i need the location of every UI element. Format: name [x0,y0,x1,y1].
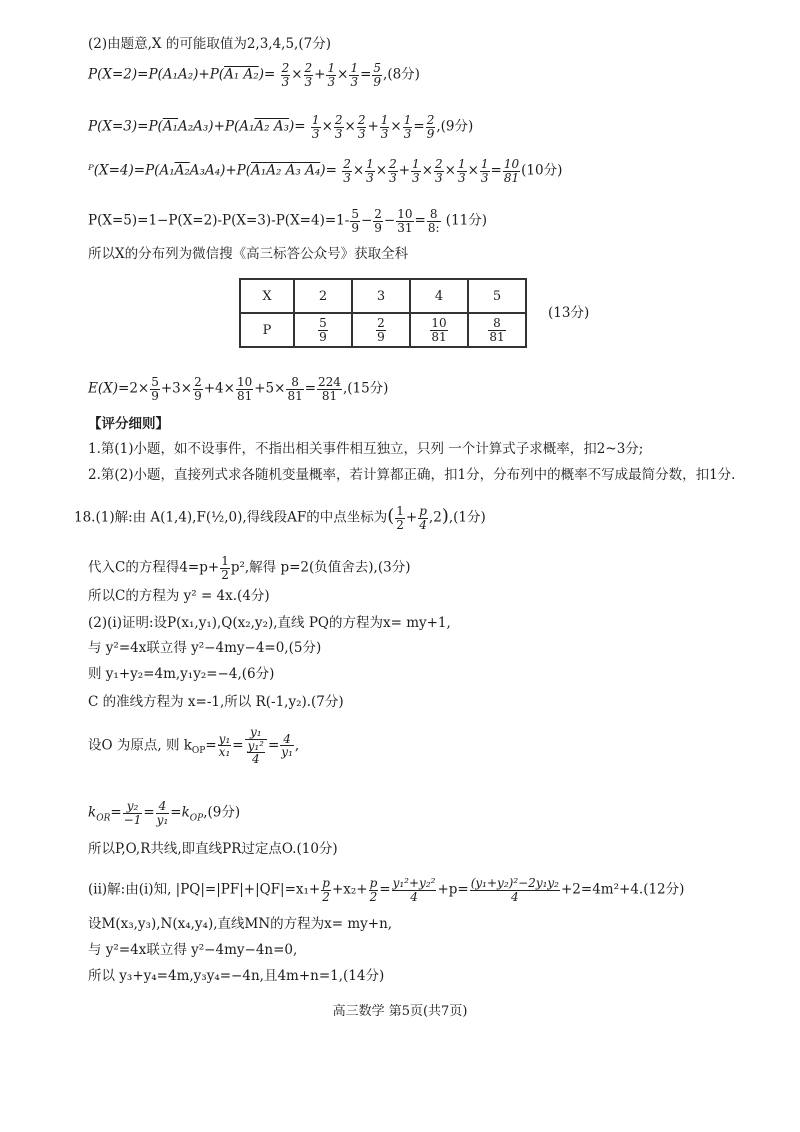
table-cell: $\frac{10}{81}$ [410,313,468,347]
table-cell: $\frac{8}{81}$ [468,313,526,347]
formula-px3: P(X=3)=P(A₁A₂A₃)+P(A₁A₂ A₃)= $\frac{1}{3}$ × $\frac{2}{3}$ × $\frac{2}{3}$ + $\frac{1}{3}$ × $\frac{1}{3}$ = $\frac{2}{9}$ ,(9分) [88,113,474,141]
formula-kor: $k_{OR}=$ $\frac{\text{y₂}}{-1}$ = $\frac{4}{\text{y₁}}$ $=k_{OP},(9$分) [88,799,241,827]
q18-part3-line2: 与 y²=4x联立得 y²−4my−4n=0, [88,942,298,958]
table-row [240,313,526,347]
table-cell: 3 [352,279,410,313]
q18-part1-line1: 18.(1)解:由 A(1,4),F(½,0),得线段AF的中点坐标为( $\frac{1}{2}$ + $\frac{p}{4}$ ,2),(1分) [74,504,486,532]
formula-kop: 设O 为原点, 则 $k_{OP}=$ $\frac{\text{y₁}}{\text{x₁}}$ = $\frac{\text{y₁}}{\frac{\text{y₁²}}{4}}$ = $\frac{4}{\text{y₁}}$ , [88,725,300,767]
rubric-item-1: 1.第(1)小题，如不设事件，不指出相关事件相互独立，只列 一个计算式子求概率，扣2~3分; [88,441,644,457]
q18-part2-line3: 则 y₁+y₂=4m,y₁y₂=−4,(6分) [88,666,275,682]
distribution-table [239,278,527,348]
table-cell: $\frac{5}{9}$ [294,313,352,347]
rubric-title: 【评分细则】 [88,416,169,432]
table-cell: P [240,313,294,347]
formula-px4: ᴾ(X=4)=P(A₁A₂A₃A₄)+P(A₁A₂ A₃ A₄)= $\frac{2}{3}$ × $\frac{1}{3}$ × $\frac{2}{3}$ + $\frac{1}{3}$ × $\frac{2}{3}$ × $\frac{1}{3}$ × $\frac{1}{3}$ = $\frac{10}{81}$ (10分) [88,157,563,185]
table-row [240,279,526,313]
part2-intro: (2)由题意,X 的可能取值为2,3,4,5,(7分) [88,36,331,52]
q18-part3-line1: 设M(x₃,y₃),N(x₄,y₄),直线MN的方程为x= my+n, [88,916,393,932]
distribution-intro: 所以X的分布列为微信搜《高三标答公众号》获取全科 [88,246,409,262]
q18-part1-line2: 代入C的方程得4=p+ $\frac{1}{2}$ p²,解得 p=2(负值舍去),(3分) [88,554,411,582]
q18-part2-line4: C 的准线方程为 x=-1,所以 R(-1,y₂).(7分) [88,694,344,710]
formula-pq-length: (ii)解:由(i)知, |PQ|=|PF|+|QF|=x₁+ $\frac{p}{2}$ +x₂+ $\frac{p}{2}$ = $\frac{\text{y₁²+y₂²}}{4}$ +p= $\frac{\text{(y₁+y₂)²−2y₁y₂}}{4}$ +2=4m²+4.(12分) [88,876,685,904]
q18-part1-line3: 所以C的方程为 y² = 4x.(4分) [88,588,270,604]
table-score: (13分) [548,305,590,321]
q18-part2-line1: (2)(i)证明:设P(x₁,y₁),Q(x₂,y₂),直线 PQ的方程为x= my+1, [88,615,451,631]
page-footer: 高三数学 第5页(共7页) [332,1004,468,1019]
formula-expectation: E(X)=2× $\frac{5}{9}$ +3× $\frac{2}{9}$ +4× $\frac{10}{81}$ +5× $\frac{8}{81}$ = $\frac{224}{81}$ ,(15分) [88,375,389,403]
formula-px5: P(X=5)=1−P(X=2)-P(X=3)-P(X=4)=1- $\frac{5}{9}$ − $\frac{2}{9}$ − $\frac{10}{31}$ = $\frac{8}{8:}$ (11分) [88,207,488,235]
table-cell: 5 [468,279,526,313]
table-cell: $\frac{2}{9}$ [352,313,410,347]
formula-px2: P(X=2)=P(A₁A₂)+P(A₁ A₂)= $\frac{2}{3}$ × $\frac{2}{3}$ + $\frac{1}{3}$ × $\frac{1}{3}$ = $\frac{5}{9}$ ,(8分) [88,61,420,89]
q18-part3-line3: 所以 y₃+y₄=4m,y₃y₄=−4n,且4m+n=1,(14分) [88,968,385,984]
table-cell: 4 [410,279,468,313]
rubric-item-2: 2.第(2)小题，直接列式求各随机变量概率，若计算都正确，扣1分，分布列中的概率不写成最简分数，扣1分. [88,467,736,483]
q18-conclusion: 所以P,O,R共线,即直线PR过定点O.(10分) [88,841,338,857]
q18-part2-line2: 与 y²=4x联立得 y²−4my−4=0,(5分) [88,640,322,656]
table-cell: X [240,279,294,313]
table-cell: 2 [294,279,352,313]
